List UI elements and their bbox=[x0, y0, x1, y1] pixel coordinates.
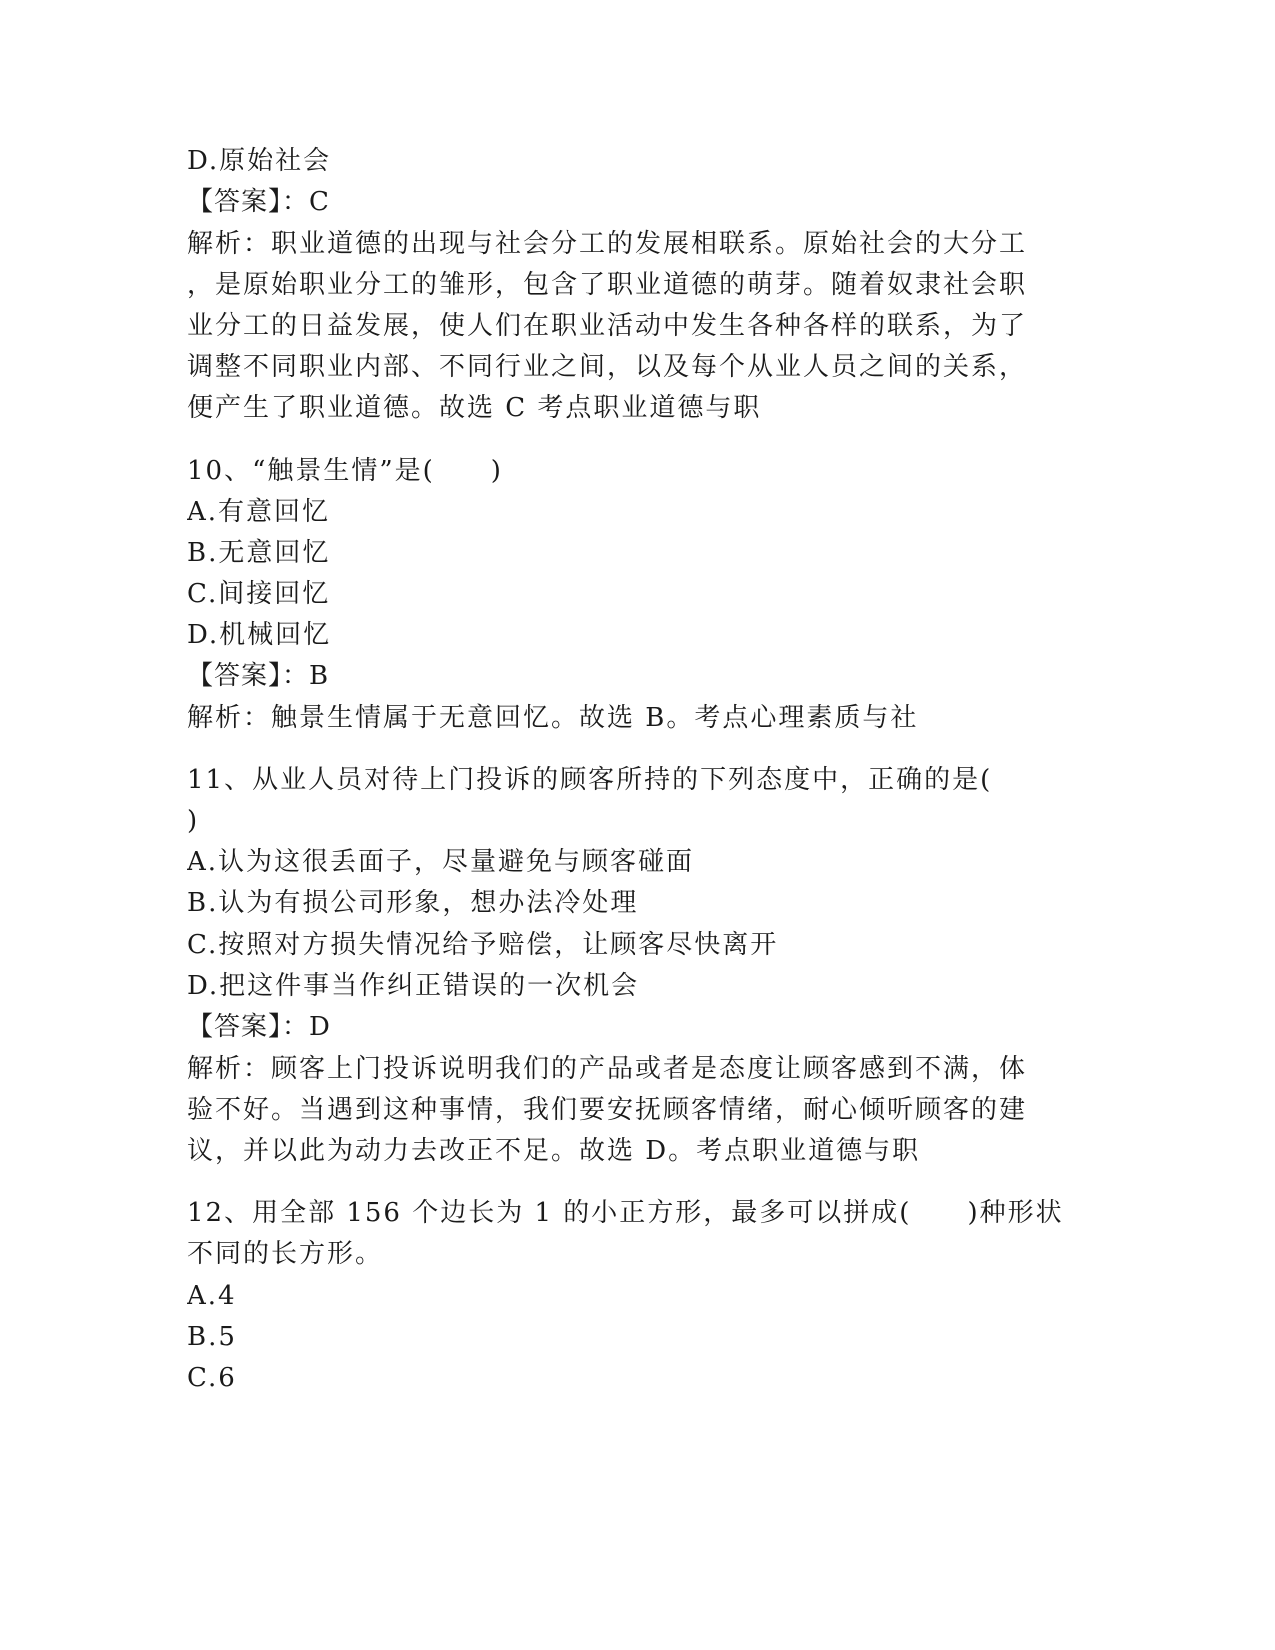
q12-stem-line-1: 12、用全部 156 个边长为 1 的小正方形，最多可以拼成( )种形状 bbox=[187, 1198, 1064, 1228]
q10-stem: 10、“触景生情”是( ) bbox=[187, 456, 503, 486]
q10-option-d: D.机械回忆 bbox=[187, 620, 332, 650]
q9-explanation-line-3: 业分工的日益发展，使人们在职业活动中发生各种各样的联系，为了 bbox=[187, 311, 1028, 341]
q11-explanation-line-2: 验不好。当遇到这种事情，我们要安抚顾客情绪，耐心倾听顾客的建 bbox=[187, 1095, 1028, 1125]
q9-explanation-line-4: 调整不同职业内部、不同行业之间，以及每个从业人员之间的关系， bbox=[187, 352, 1028, 382]
q12-stem-line-2: 不同的长方形。 bbox=[187, 1239, 384, 1269]
q11-option-d: D.把这件事当作纠正错误的一次机会 bbox=[187, 971, 640, 1001]
q12-option-a: A.4 bbox=[187, 1281, 237, 1311]
q11-explanation-line-1: 解析：顾客上门投诉说明我们的产品或者是态度让顾客感到不满，体 bbox=[187, 1054, 1028, 1084]
q9-option-d: D.原始社会 bbox=[187, 146, 332, 176]
q9-explanation-line-2: ，是原始职业分工的雏形，包含了职业道德的萌芽。随着奴隶社会职 bbox=[187, 270, 1028, 300]
q10-answer: 【答案】：B bbox=[187, 661, 330, 691]
q12-option-b: B.5 bbox=[187, 1322, 237, 1352]
q10-explanation: 解析：触景生情属于无意回忆。故选 B。考点心理素质与社 bbox=[187, 703, 919, 733]
q12-option-c: C.6 bbox=[187, 1363, 237, 1393]
q11-option-a: A.认为这很丢面子，尽量避免与顾客碰面 bbox=[187, 847, 695, 877]
q9-explanation-line-1: 解析：职业道德的出现与社会分工的发展相联系。原始社会的大分工 bbox=[187, 229, 1028, 259]
q9-answer: 【答案】：C bbox=[187, 187, 330, 217]
q11-answer: 【答案】：D bbox=[187, 1012, 331, 1042]
q11-explanation-line-3: 议，并以此为动力去改正不足。故选 D。考点职业道德与职 bbox=[187, 1136, 921, 1166]
q11-option-b: B.认为有损公司形象，想办法冷处理 bbox=[187, 888, 639, 918]
q9-explanation-line-5: 便产生了职业道德。故选 C 考点职业道德与职 bbox=[187, 393, 762, 423]
q10-option-c: C.间接回忆 bbox=[187, 579, 331, 609]
q11-stem-line-1: 11、从业人员对待上门投诉的顾客所持的下列态度中，正确的是( bbox=[187, 765, 993, 795]
q11-stem-line-2: ) bbox=[187, 806, 200, 836]
q10-option-a: A.有意回忆 bbox=[187, 497, 331, 527]
q11-option-c: C.按照对方损失情况给予赔偿，让顾客尽快离开 bbox=[187, 930, 779, 960]
q10-option-b: B.无意回忆 bbox=[187, 538, 331, 568]
